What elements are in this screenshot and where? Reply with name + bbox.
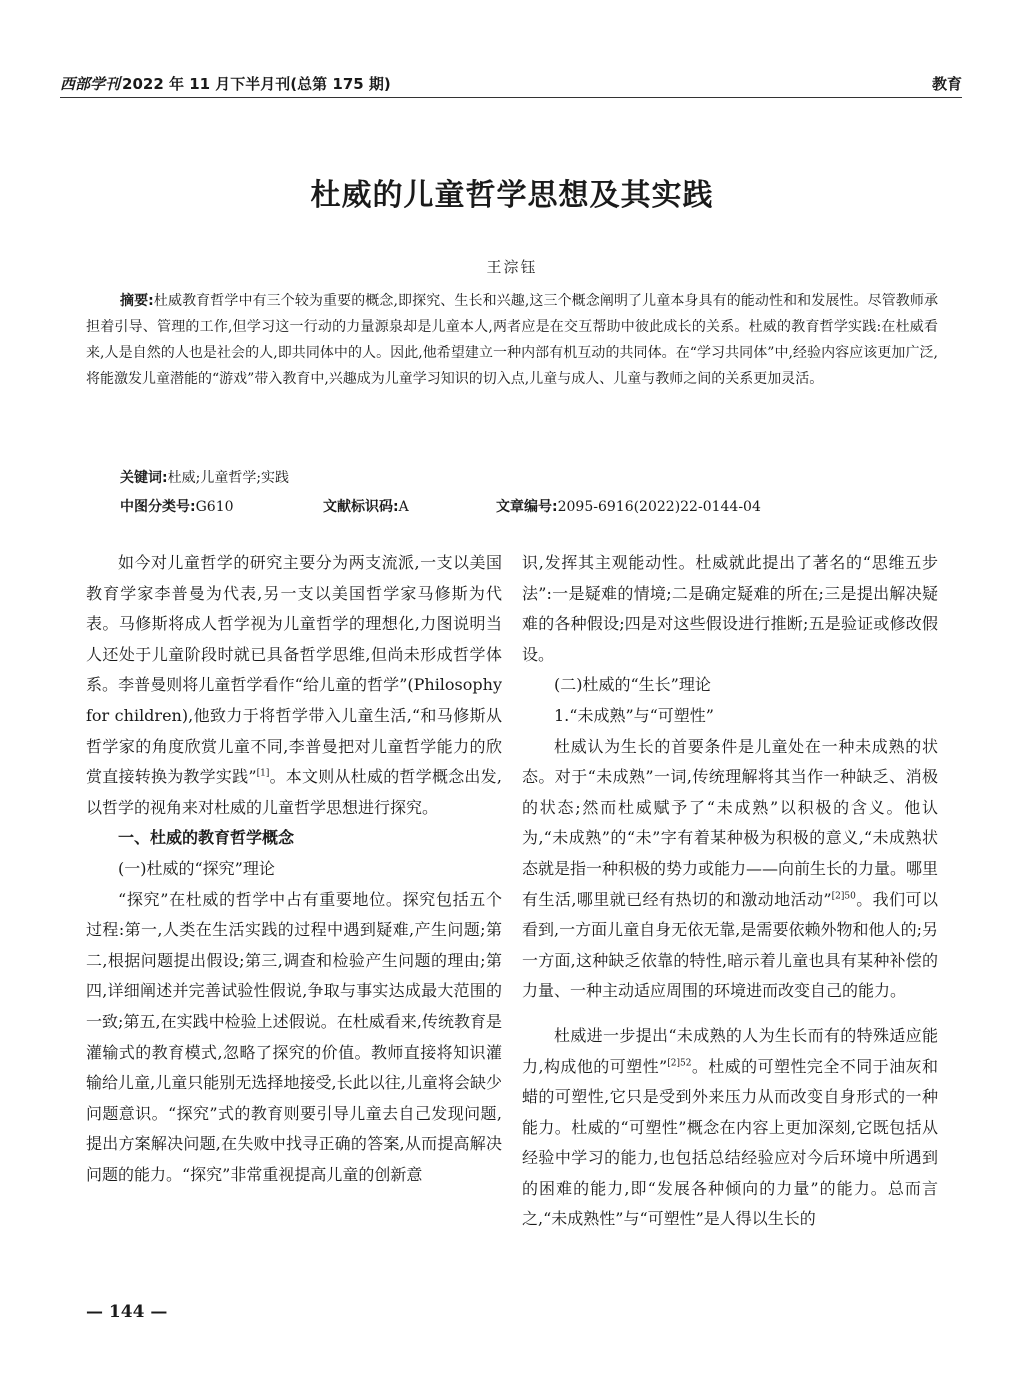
keywords	[120, 467, 289, 489]
paragraph	[522, 732, 938, 1007]
article-title: 杜威的儿童哲学思想及其实践	[310, 178, 714, 213]
abstract-label: 摘要:	[120, 293, 154, 309]
clc-number	[120, 496, 234, 518]
article-author: 王淙钰	[486, 258, 538, 276]
paragraph-text: 。杜威的可塑性完全不同于油灰和蜡的可塑性,它只是受到外来压力从而改变自身形式的一种能力。杜威的“可塑性”概念在内容上更加深刻,它既包括从经验中学习的能力,也包括总结经验应对今后环境中所遇到的困难的能力,即“发展各种倾向的力量”的能力。总而言之,“未成熟性”与“可塑性”是人得以生长的	[522, 1056, 938, 1229]
clc-value: G610	[195, 499, 234, 515]
section-name: 教育	[931, 75, 962, 93]
journal-logo: 西部学刊	[60, 75, 121, 93]
article-number-value: 2095-6916(2022)22-0144-04	[557, 499, 761, 515]
abstract-text: 杜威教育哲学中有三个较为重要的概念,即探究、生长和兴趣,这三个概念阐明了儿童本身具有的能动性和和发展性。尽管教师承担着引导、管理的工作,但学习这一行动的力量源泉却是儿童本人,两者应是在交互帮助中彼此成长的关系。杜威的教育哲学实践:在杜威看来,人是自然的人也是社会的人,即共同体中的人。因此,他希望建立一种内部有机互动的共同体。在“学习共同体”中,经验内容应该更加广泛,将能激发儿童潜能的“游戏”带入教育中,兴趣成为儿童学习知识的切入点,儿童与成人、儿童与教师之间的关系更加灵活。	[86, 293, 938, 387]
journal-issue: 2022 年 11 月下半月刊(总第 175 期)	[122, 75, 391, 93]
paragraph: 识,发挥其主观能动性。杜威就此提出了著名的“思维五步法”:一是疑难的情境;二是确定疑难的所在;三是提出解决疑难的各种假设;四是对这些假设进行推断;五是验证或修改假设。	[522, 553, 938, 664]
keywords-text: 杜威;儿童哲学;实践	[167, 470, 290, 486]
citation: [2]52	[667, 1058, 692, 1069]
journal-info	[60, 73, 391, 94]
paragraph: “探究”在杜威的哲学中占有重要地位。探究包括五个过程:第一,人类在生活实践的过程中遇到疑难,产生问题;第二,根据问题提出假设;第三,调查和检验产生问题的理由;第四,详细阐述并完善试验性假说,争取与事实达成最大范围的一致;第五,在实践中检验上述假说。在杜威看来,传统教育是灌输式的教育模式,忽略了探究的价值。教师直接将知识灌输给儿童,儿童只能别无选择地接受,长此以往,儿童将会缺少问题意识。“探究”式的教育则要引导儿童去自己发现问题,提出方案解决问题,在失败中找寻正确的答案,从而提高解决问题的能力。“探究”非常重视提高儿童的创新意	[86, 889, 502, 1184]
citation: [1]	[256, 768, 270, 779]
abstract	[86, 288, 938, 392]
citation: [2]50	[831, 891, 856, 902]
paragraph-text: 杜威进一步提出“未成熟的人为生长而有的特殊适应能力,构成他的可塑性”	[522, 1025, 938, 1076]
document-code	[323, 496, 409, 518]
paragraph-gap	[522, 1007, 938, 1021]
paragraph-text: 。我们可以看到,一方面儿童自身无依无靠,是需要依赖外物和他人的;另一方面,这种缺乏依靠的特性,暗示着儿童也具有某种补偿的力量、一种主动适应周围的环境进而改变自己的能力。	[522, 889, 938, 1001]
sub-subsection-heading: 1.“未成熟”与“可塑性”	[554, 705, 714, 725]
subsection-heading: (一)杜威的“探究”理论	[118, 858, 275, 878]
doc-label: 文献标识码:	[323, 499, 399, 515]
article-number	[496, 496, 761, 518]
subsection-heading: (二)杜威的“生长”理论	[554, 675, 711, 695]
page-number: — 144 —	[86, 1302, 168, 1322]
section-heading: 一、杜威的教育哲学概念	[118, 828, 295, 848]
running-header	[60, 64, 962, 98]
doc-value: A	[398, 499, 409, 515]
paragraph-text: 杜威认为生长的首要条件是儿童处在一种未成熟的状态。对于“未成熟”一词,传统理解将其当作一种缺乏、消极的状态;然而杜威赋予了“未成熟”以积极的含义。他认为,“未成熟”的“未”字有着某种极为积极的意义,“未成熟状态就是指一种积极的势力或能力——向前生长的力量。哪里有生活,哪里就已经有热切的和激动地活动”	[522, 736, 939, 909]
paragraph-text: 如今对儿童哲学的研究主要分为两支流派,一支以美国教育学家李普曼为代表,另一支以美国哲学家马修斯为代表。马修斯将成人哲学视为儿童哲学的理想化,力图说明当人还处于儿童阶段时就已具备哲学思维,但尚未形成哲学体系。李普曼则将儿童哲学看作“给儿童的哲学”(Philosophy for children),他致力于将哲学带入儿童生活,“和马修斯从哲学家的角度欣赏儿童不同,李普曼把对儿童哲学能力的欣赏直接转换为教学实践”	[86, 553, 502, 787]
paragraph	[522, 1021, 938, 1235]
body-column-left	[86, 548, 502, 1190]
paragraph	[86, 548, 502, 823]
keywords-label: 关键词:	[120, 470, 168, 486]
paragraph-text: 。本文则从杜威的哲学概念出发,以哲学的视角来对杜威的儿童哲学思想进行探究。	[86, 767, 502, 817]
clc-label: 中图分类号:	[120, 499, 196, 515]
body-column-right	[522, 548, 938, 1235]
article-number-label: 文章编号:	[496, 499, 558, 515]
